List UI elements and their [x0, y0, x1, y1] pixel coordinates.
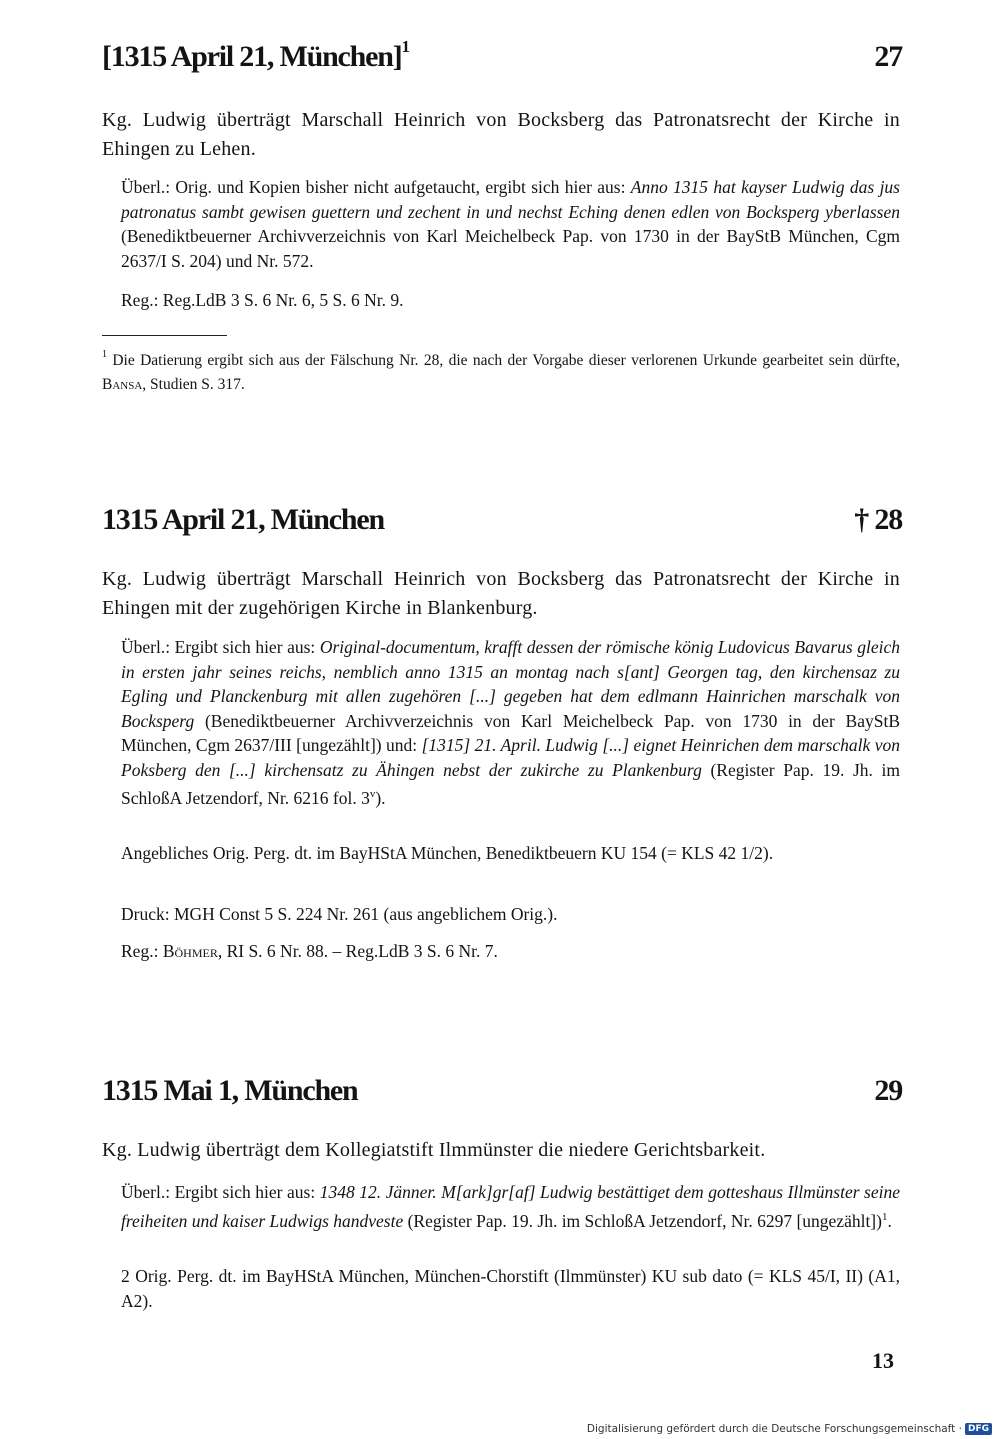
dfg-notice-text: Digitalisierung gefördert durch die Deutsche Forschungsgemeinschaft ·	[586, 1423, 962, 1435]
entry-29-original: 2 Orig. Perg. dt. im BayHStA München, München-Chorstift (Ilmmünster) KU sub dato (= KLS 45/I, II) (A1, A2).	[121, 1266, 900, 1311]
entry-27-regest: Kg. Ludwig überträgt Marschall Heinrich von Bocksberg das Patronatsrecht der Kirche in Ehingen zu Lehen.	[102, 109, 900, 160]
footnote-ref[interactable]: 1	[401, 37, 411, 56]
entry-29-regest: Kg. Ludwig überträgt dem Kollegiatstift Ilmmünster die niedere Gerichtsbarkeit.	[102, 1139, 766, 1161]
dfg-logo-icon: DFG	[965, 1423, 992, 1435]
page-number: 13	[872, 1348, 894, 1373]
entry-28-title: 1315 April 21, München	[102, 503, 384, 536]
entry-28-druck: Druck: MGH Const 5 S. 224 Nr. 261 (aus angeblichem Orig.).	[121, 904, 558, 924]
entry-28-heading	[102, 503, 902, 537]
entry-28-ueberlieferung: Überl.: Ergibt sich hier aus: Original-documentum, krafft dessen der römische könig Ludovicus Bavarus gleich in ersten jahr seines reichs, nemblich anno 1315 an montag nach s[ant] Georgen tag, den kirchensaz zu Egling und Planckenburg mit allen zugehören [...] gegeben hat dem edlmann Hainrichen marschalk von Bocksperg (Benediktbeuerner Archivverzeichnis von Karl Meichelbeck Pap. von 1730 in der BayStB München, Cgm 2637/III [ungezählt]) und: [1315] 21. April. Ludwig [...] eignet Heinrichen dem marschalk von Poksberg den [...] kirchensatz zu Ähingen nebst der zukirche zu Plankenburg (Register Pap. 19. Jh. im SchloßA Jetzendorf, Nr. 6216 fol. 3$^v$).	[121, 637, 901, 808]
entry-27-number: 27	[874, 40, 902, 73]
entry-27-heading	[102, 37, 902, 74]
entry-28-number: † 28	[854, 503, 902, 536]
entry-27-regesten: Reg.: Reg.LdB 3 S. 6 Nr. 6, 5 S. 6 Nr. 9.	[121, 290, 404, 310]
entry-29-ueberlieferung: Überl.: Ergibt sich hier aus: 1348 12. Jänner. M[ark]gr[af] Ludwig bestättiget dem gotteshaus Illmünster seine freiheiten und kaiser Ludwigs handveste (Register Pap. 19. Jh. im SchloßA Jetzendorf, Nr. 6297 [ungezählt])$^1$.	[121, 1182, 901, 1231]
dfg-notice	[587, 1423, 992, 1435]
entry-29-heading	[102, 1074, 902, 1108]
entry-27-ueberlieferung: Überl.: Orig. und Kopien bisher nicht aufgetaucht, ergibt sich hier aus: Anno 1315 hat kayser Ludwig das jus patronatus sambt gewisen guettern und zechent in und nechst Eching denen edlen von Bocksperg yberlassen (Benediktbeuerner Archivverzeichnis von Karl Meichelbeck Pap. von 1730 in der BayStB München, Cgm 2637/I S. 204) und Nr. 572.	[121, 177, 900, 271]
entry-28-original: Angebliches Orig. Perg. dt. im BayHStA München, Benediktbeuern KU 154 (= KLS 42 1/2).	[121, 843, 774, 863]
footnote: $^1$ Die Datierung ergibt sich aus der Fälschung Nr. 28, die nach der Vorgabe dieser verlorenen Urkunde gearbeitet sein dürfte, Bansa, Studien S. 317.	[102, 349, 900, 394]
entry-28-regesten: Reg.: Böhmer, RI S. 6 Nr. 88. – Reg.LdB 3 S. 6 Nr. 7.	[121, 941, 498, 961]
entry-29-title: 1315 Mai 1, München	[102, 1074, 358, 1107]
footnote-divider	[102, 335, 227, 336]
entry-28-regest: Kg. Ludwig überträgt Marschall Heinrich von Bocksberg das Patronatsrecht der Kirche in Ehingen mit der zugehörigen Kirche in Blankenburg.	[102, 568, 900, 619]
entry-27-title: [1315 April 21, München]$^1$	[102, 37, 411, 73]
entry-29-number: 29	[874, 1074, 902, 1107]
